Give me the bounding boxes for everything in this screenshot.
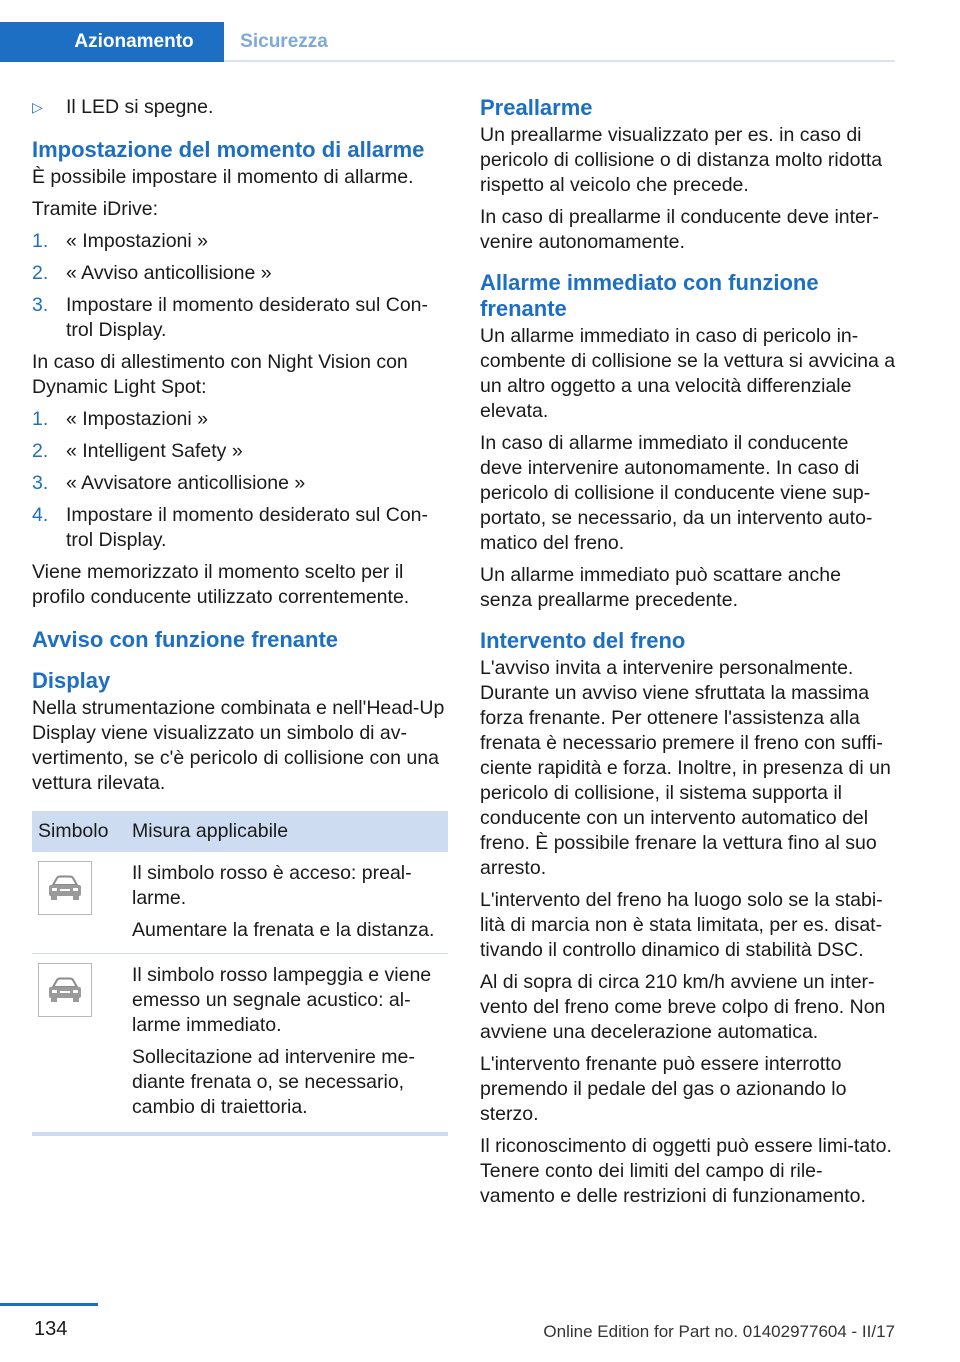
list-item xyxy=(32,261,448,286)
heading-brake-warning: Avviso con funzione frenante xyxy=(32,627,339,652)
bullet-text: Il LED si spegne. xyxy=(66,96,214,118)
column-header-symbol: Simbolo xyxy=(32,811,126,852)
paragraph: È possibile impostare il momento di allarme. xyxy=(32,166,414,188)
paragraph: Un allarme immediato in caso di pericolo in‐combente di collisione se la vettura si avvicina a un altro oggetto a una velocità differenziale elevata. xyxy=(480,325,896,422)
heading-prealarm: Preallarme xyxy=(480,95,593,120)
list-item xyxy=(32,229,448,254)
heading-brake-intervention: Intervento del freno xyxy=(480,628,686,653)
paragraph: L'avviso invita a intervenire personalmente. Durante un avviso viene sfruttata la massima forza frenante. Per ottenere l'assistenza alla frenata è necessario premere il freno con suffi‐ciente rapidità e forza. Inoltre, in presenza di un pericolo di collisione, il sistema supporta il conducente con un intervento automatico del freno. È possibile frenare la vettura fino al suo arresto. xyxy=(480,657,891,879)
step-number: 1. xyxy=(32,408,49,430)
list-item xyxy=(32,293,448,343)
step-text: « Avvisatore anticollisione » xyxy=(66,472,306,494)
step-number: 2. xyxy=(32,440,49,462)
measure-cell xyxy=(126,954,448,1135)
steps-list-idrive xyxy=(32,229,448,343)
heading-immediate-alarm: Allarme immediato con funzione frenante xyxy=(480,270,819,321)
step-text: « Avviso anticollisione » xyxy=(66,262,272,284)
paragraph: L'intervento frenante può essere interrotto premendo il pedale del gas o azionando lo sterzo. xyxy=(480,1053,847,1125)
triangle-bullet-icon: ▷ xyxy=(32,99,43,115)
measure-text: Il simbolo rosso lampeggia e viene emesso un segnale acustico: al‐larme immediato. xyxy=(132,964,432,1036)
heading-display: Display xyxy=(32,668,111,693)
step-number: 1. xyxy=(32,230,49,252)
step-number: 2. xyxy=(32,262,49,284)
paragraph: Un allarme immediato può scattare anche senza preallarme precedente. xyxy=(480,564,841,611)
paragraph: In caso di allarme immediato il conducente deve intervenire autonomamente. In caso di pericolo di collisione il conducente viene sup‐portato, se necessario, da un intervento auto‐matico del freno. xyxy=(480,432,873,554)
symbol-cell xyxy=(32,954,126,1135)
step-number: 3. xyxy=(32,472,49,494)
paragraph: Il riconoscimento di oggetti può essere limi‐tato. Tenere conto dei limiti del campo di rile‐vamento e delle restrizioni di funzionamento. xyxy=(480,1135,892,1207)
step-number: 3. xyxy=(32,294,49,316)
table-row xyxy=(32,852,448,954)
list-item xyxy=(32,471,448,496)
paragraph: In caso di preallarme il conducente deve inter‐venire autonomamente. xyxy=(480,206,879,253)
measure-text: Il simbolo rosso è acceso: preal‐larme. xyxy=(132,862,412,909)
heading-alarm-time: Impostazione del momento di allarme xyxy=(32,137,425,162)
tab-azionamento[interactable]: Azionamento xyxy=(0,22,224,62)
left-column xyxy=(32,95,448,1136)
paragraph: Un preallarme visualizzato per es. in caso di pericolo di collisione o di distanza molto ridotta rispetto al veicolo che precede. xyxy=(480,124,883,196)
step-text: « Impostazioni » xyxy=(66,408,208,430)
paragraph: Viene memorizzato il momento scelto per il profilo conducente utilizzato correntemente. xyxy=(32,561,410,608)
paragraph: Al di sopra di circa 210 km/h avviene un inter‐vento del freno come breve colpo di freno. Non avviene una decelerazione automatica. xyxy=(480,971,886,1043)
measure-cell xyxy=(126,852,448,954)
symbol-table xyxy=(32,811,448,1136)
list-item xyxy=(32,503,448,553)
measure-text: Aumentare la frenata e la distanza. xyxy=(132,919,435,941)
paragraph: Nella strumentazione combinata e nell'Head-Up Display viene visualizzato un simbolo di av‐vertimento, se c'è pericolo di collisione con una vettura rilevata. xyxy=(32,697,445,794)
result-bullet xyxy=(32,95,448,120)
measure-text: Sollecitazione ad intervenire me‐diante frenata o, se necessario, cambio di traiettoria. xyxy=(132,1046,415,1118)
paragraph: In caso di allestimento con Night Vision con Dynamic Light Spot: xyxy=(32,351,408,398)
paragraph: Tramite iDrive: xyxy=(32,198,159,220)
footer-divider xyxy=(0,1303,98,1306)
list-item xyxy=(32,407,448,432)
chapter-tabs xyxy=(0,22,895,62)
edition-note: Online Edition for Part no. 01402977604 - II/17 xyxy=(543,1322,895,1341)
tab-sicurezza[interactable]: Sicurezza xyxy=(240,31,328,52)
header-divider xyxy=(224,60,895,62)
right-column xyxy=(480,95,896,1216)
step-text: « Impostazioni » xyxy=(66,230,208,252)
car-warning-icon xyxy=(38,963,92,1017)
paragraph: L'intervento del freno ha luogo solo se la stabi‐lità di marcia non è stata limitata, per es. disat‐tivando il controllo dinamico di stabilità DSC. xyxy=(480,889,883,961)
step-text: « Intelligent Safety » xyxy=(66,440,243,462)
step-text: Impostare il momento desiderato sul Con‐trol Display. xyxy=(66,294,428,341)
steps-list-night-vision xyxy=(32,407,448,553)
step-number: 4. xyxy=(32,504,49,526)
symbol-cell xyxy=(32,852,126,954)
page-number: 134 xyxy=(34,1318,68,1340)
list-item xyxy=(32,439,448,464)
table-header-row xyxy=(32,811,448,852)
step-text: Impostare il momento desiderato sul Con‐trol Display. xyxy=(66,504,428,551)
table-row xyxy=(32,954,448,1135)
car-warning-icon xyxy=(38,861,92,915)
column-header-measure: Misura applicabile xyxy=(126,811,448,852)
